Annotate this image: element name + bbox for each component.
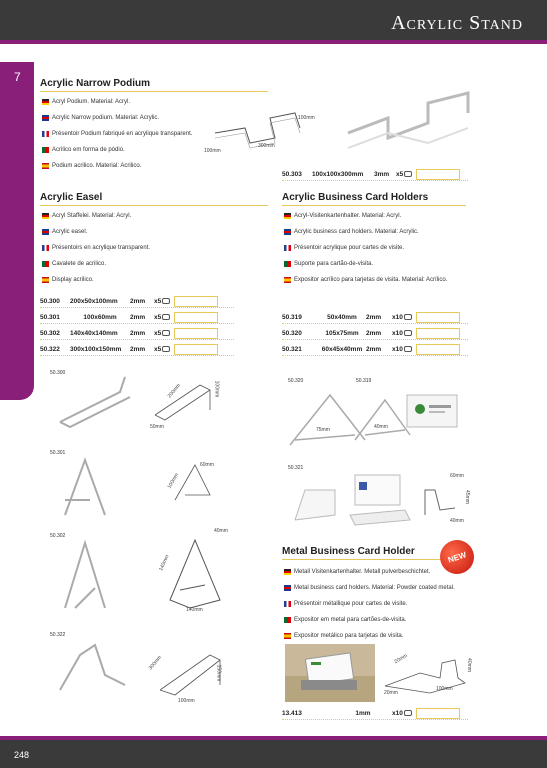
podium-line-fr: Présentoir Podium fabriqué en acrylique transparent. — [42, 126, 192, 142]
card-descriptions — [284, 208, 447, 288]
easel-row-size: 140x40x140mm — [70, 329, 118, 337]
card-dim-45: 45mm — [463, 490, 470, 504]
easel-302-photo — [55, 538, 115, 613]
card-row-thickness: 2mm — [366, 313, 382, 321]
metal-code: 13.413 — [282, 709, 302, 717]
card-holders-photo — [285, 385, 465, 450]
easel-dim-50: 50mm — [150, 424, 164, 430]
french-flag-icon — [42, 131, 49, 137]
metal-pack: x10 — [392, 709, 403, 717]
easel-dim-150: 150mm — [215, 664, 222, 682]
french-flag-icon — [42, 245, 49, 251]
card-line-pt: Suporte para cartão-de-visita. — [284, 256, 447, 272]
easel-row-1 — [40, 295, 234, 308]
package-icon — [162, 346, 170, 352]
package-icon — [404, 710, 412, 716]
portuguese-flag-icon — [284, 261, 291, 267]
card-line-es: Expositor acrílico para tarjetas de visita. Material: Acrílico. — [284, 272, 447, 288]
easel-title: Acrylic Easel — [40, 192, 268, 206]
card-dim-60: 60mm — [450, 473, 464, 479]
metal-line-de: Metall Visitenkartenhalter. Metall pulverbeschichtet. — [284, 564, 455, 580]
easel-row-size: 100x60mm — [83, 313, 117, 321]
package-icon — [404, 330, 412, 336]
german-flag-icon — [42, 99, 49, 105]
uk-flag-icon — [284, 585, 291, 591]
french-flag-icon — [284, 601, 291, 607]
metal-dim-100: 100mm — [436, 686, 453, 692]
german-flag-icon — [284, 213, 291, 219]
card-holders-title: Acrylic Business Card Holders — [282, 192, 466, 206]
easel-row-pack: x5 — [154, 345, 162, 353]
podium-line-es: Podium acrilico. Material: Acrilico. — [42, 158, 192, 174]
spanish-flag-icon — [42, 163, 49, 169]
easel-row-size: 200x50x100mm — [70, 297, 118, 305]
card-line-fr: Présentoir acrylique pour cartes de visite. — [284, 240, 447, 256]
new-badge: NEW — [436, 536, 479, 579]
uk-flag-icon — [42, 229, 49, 235]
easel-row-thickness: 2mm — [130, 297, 146, 305]
easel-line-de: Acryl Staffelei. Material: Acryl. — [42, 208, 150, 224]
package-icon — [162, 314, 170, 320]
package-icon — [404, 346, 412, 352]
easel-label-b: 50.301 — [50, 450, 66, 456]
card-qty-field[interactable] — [416, 328, 460, 339]
card-row-code: 50.319 — [282, 313, 302, 321]
card-line-de: Acryl-Visitenkartenhalter. Material: Acryl. — [284, 208, 447, 224]
metal-line-en: Metal business card holders. Material: Powder coated metal. — [284, 580, 455, 596]
portuguese-flag-icon — [42, 147, 49, 153]
metal-descriptions — [284, 564, 455, 644]
spanish-flag-icon — [284, 277, 291, 283]
french-flag-icon — [284, 245, 291, 251]
portuguese-flag-icon — [284, 617, 291, 623]
easel-row-thickness: 2mm — [130, 329, 146, 337]
podium-descriptions — [42, 94, 192, 174]
card-qty-field[interactable] — [416, 344, 460, 355]
metal-line-pt: Expositor em metal para cartões-de-visita. — [284, 612, 455, 628]
card-holder-321-photo — [285, 470, 465, 530]
card-row-pack: x10 — [392, 345, 403, 353]
card-label-c: 50.321 — [288, 465, 304, 471]
card-label-b: 50.319 — [356, 378, 372, 384]
easel-row-code: 50.302 — [40, 329, 60, 337]
easel-row-2 — [40, 311, 234, 324]
easel-302-drawing — [160, 530, 240, 615]
podium-line-de: Acryl Podium. Material: Acryl. — [42, 94, 192, 110]
section-number: 7 — [14, 70, 21, 84]
easel-322-drawing — [147, 640, 240, 700]
podium-size: 100x100x300mm — [312, 170, 364, 178]
easel-dim-200: 200mm — [166, 382, 183, 400]
metal-line-fr: Présentoir métallique pour cartes de visite. — [284, 596, 455, 612]
page-footer — [0, 736, 547, 768]
easel-qty-field[interactable] — [174, 296, 218, 307]
package-icon — [162, 330, 170, 336]
easel-dim-140a: 140mm — [158, 554, 171, 572]
card-row-code: 50.321 — [282, 345, 302, 353]
easel-qty-field[interactable] — [174, 328, 218, 339]
podium-dim-b: 300mm — [258, 143, 275, 149]
easel-label-c: 50.302 — [50, 533, 66, 539]
podium-product-row — [282, 168, 468, 181]
card-row-size: 105x75mm — [325, 329, 359, 337]
easel-dim-100: 100mm — [213, 380, 220, 398]
easel-row-code: 50.300 — [40, 297, 60, 305]
easel-dim-60: 60mm — [200, 462, 214, 468]
page-header — [0, 0, 547, 44]
podium-drawing — [210, 98, 310, 158]
card-row-size: 60x45x40mm — [321, 345, 363, 353]
easel-row-3 — [40, 327, 234, 340]
easel-label-a: 50.300 — [50, 370, 66, 376]
card-row-code: 50.320 — [282, 329, 302, 337]
package-icon — [404, 171, 412, 177]
podium-line-en: Acrylic Narrow podium. Material: Acrylic. — [42, 110, 192, 126]
metal-product-row — [282, 707, 468, 720]
metal-line-es: Expositor metálico para tarjetas de visita. — [284, 628, 455, 644]
easel-row-code: 50.301 — [40, 313, 60, 321]
uk-flag-icon — [42, 115, 49, 121]
card-label-a: 50.320 — [288, 378, 304, 384]
card-row-size: 50x40mm — [327, 313, 357, 321]
easel-row-size: 300x100x150mm — [70, 345, 122, 353]
card-row-thickness: 2mm — [366, 329, 382, 337]
easel-qty-field[interactable] — [174, 344, 218, 355]
metal-dim-20b: 20mm — [384, 690, 398, 696]
easel-descriptions — [42, 208, 150, 288]
easel-line-en: Acrylic easel. — [42, 224, 150, 240]
card-dim-75: 75mm — [316, 427, 330, 433]
metal-thickness: 1mm — [355, 709, 371, 717]
easel-dim-100b: 100mm — [166, 472, 181, 490]
podium-thickness: 3mm — [374, 170, 390, 178]
easel-row-4 — [40, 343, 234, 356]
section-tab — [0, 62, 34, 400]
podium-title: Acrylic Narrow Podium — [40, 78, 268, 92]
spanish-flag-icon — [42, 277, 49, 283]
card-row-pack: x10 — [392, 329, 403, 337]
card-row-pack: x10 — [392, 313, 403, 321]
easel-dim-40: 40mm — [214, 528, 228, 534]
easel-dim-100c: 100mm — [178, 698, 195, 704]
easel-row-thickness: 2mm — [130, 313, 146, 321]
easel-322-photo — [50, 640, 130, 695]
package-icon — [404, 314, 412, 320]
podium-dim-c: 100mm — [298, 115, 315, 121]
card-row-1 — [282, 311, 468, 324]
portuguese-flag-icon — [42, 261, 49, 267]
german-flag-icon — [42, 213, 49, 219]
german-flag-icon — [284, 569, 291, 575]
easel-301-photo — [50, 455, 120, 520]
metal-holder-title: Metal Business Card Holder — [282, 546, 466, 560]
easel-row-pack: x5 — [154, 329, 162, 337]
podium-dim-a: 100mm — [204, 148, 221, 154]
package-icon — [162, 298, 170, 304]
metal-holder-photo — [285, 644, 375, 702]
card-row-3 — [282, 343, 468, 356]
easel-line-pt: Cavalete de acrilico. — [42, 256, 150, 272]
easel-row-pack: x5 — [154, 313, 162, 321]
easel-300-drawing — [150, 370, 230, 430]
page-title: Acrylic Stand — [391, 12, 523, 34]
podium-pack: x5 — [396, 170, 404, 178]
easel-300-photo — [50, 372, 140, 432]
metal-dim-40: 40mm — [465, 658, 472, 672]
metal-qty-field[interactable] — [416, 708, 460, 719]
page-number: 248 — [14, 750, 30, 760]
spanish-flag-icon — [284, 633, 291, 639]
easel-row-thickness: 2mm — [130, 345, 146, 353]
podium-code: 50.303 — [282, 170, 302, 178]
uk-flag-icon — [284, 229, 291, 235]
podium-line-pt: Acrilico em forma de pódio. — [42, 142, 192, 158]
easel-dim-300: 300mm — [147, 654, 164, 672]
card-dim-40: 40mm — [374, 424, 388, 430]
easel-line-es: Display acrilico. — [42, 272, 150, 288]
metal-dim-20a: 20mm — [393, 652, 409, 666]
podium-photo — [338, 88, 478, 163]
card-dim-40b: 40mm — [450, 518, 464, 524]
easel-label-d: 50.322 — [50, 632, 66, 638]
card-qty-field[interactable] — [416, 312, 460, 323]
card-row-2 — [282, 327, 468, 340]
podium-qty-field[interactable] — [416, 169, 460, 180]
easel-qty-field[interactable] — [174, 312, 218, 323]
card-line-en: Acrylic business card holders. Material: Acrylic. — [284, 224, 447, 240]
card-row-thickness: 2mm — [366, 345, 382, 353]
easel-row-pack: x5 — [154, 297, 162, 305]
easel-dim-140b: 140mm — [186, 607, 203, 613]
easel-row-code: 50.322 — [40, 345, 60, 353]
easel-line-fr: Présentoirs en acrylique transparent. — [42, 240, 150, 256]
